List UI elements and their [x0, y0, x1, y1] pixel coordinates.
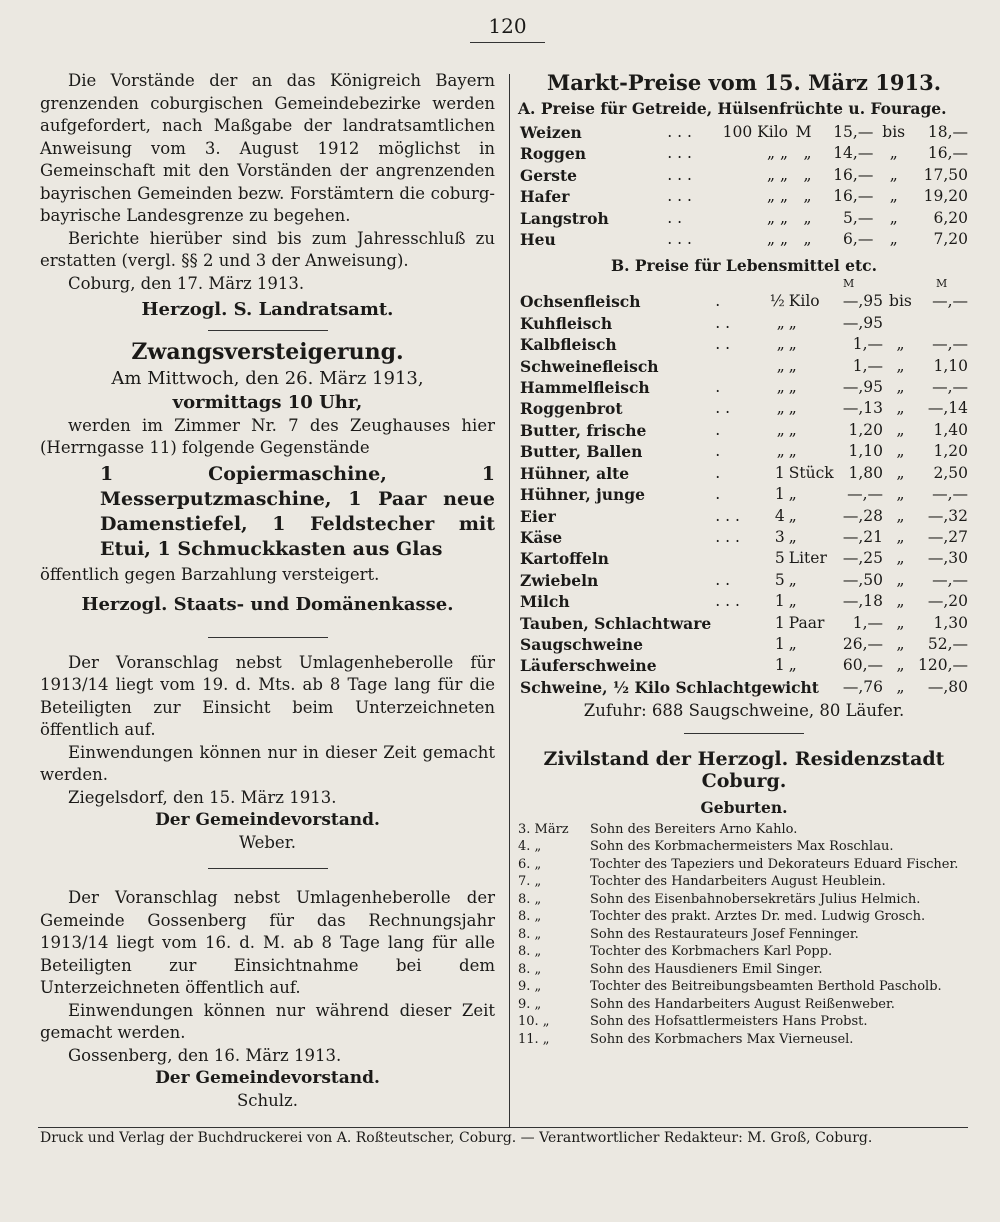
auction-notice	[40, 339, 495, 617]
range-word: „	[896, 506, 905, 525]
price-to: —,20	[927, 592, 968, 611]
price-to: 6,20	[933, 208, 968, 227]
food-quantity: 3	[774, 527, 785, 546]
row-dots: .	[715, 292, 721, 311]
section-a-heading: A. Preise für Getreide, Hülsenfrüchte u. Fourage.	[518, 99, 947, 118]
food-name: Käse	[520, 527, 563, 547]
range-word: „	[896, 485, 905, 504]
food-name: Schweine, ½ Kilo Schlachtgewicht	[520, 677, 819, 697]
price-from: 1,80	[848, 463, 883, 482]
food-name: Hühner, alte	[520, 463, 630, 483]
row-dots	[713, 356, 764, 377]
price-from: 15,—	[833, 123, 874, 141]
food-row	[518, 506, 970, 527]
food-row	[518, 484, 970, 505]
birth-date: 8. „	[518, 961, 542, 977]
grain-row	[518, 229, 970, 250]
notice-body: Der Voranschlag nebst Umlagenheberolle für 1913/14 liegt vom 19. d. Mts. ab 8 Tage lang für die Beteiligten zur Einsicht beim Unterzeichneten öffentlich auf.	[40, 652, 495, 739]
budget-notice-gossenberg	[40, 887, 495, 1112]
range-word: „	[896, 634, 905, 653]
row-dots: . . .	[715, 592, 740, 611]
food-name: Kalbfleisch	[520, 335, 617, 355]
food-unit: Liter	[788, 549, 827, 568]
price-to: 52,—	[927, 634, 968, 653]
food-quantity: 1	[774, 485, 785, 504]
separator	[684, 733, 804, 734]
birth-date: 8. „	[518, 926, 542, 942]
price-from: —,95	[842, 313, 883, 332]
birth-text: Sohn des Korbmachers Max Vierneusel.	[590, 1031, 854, 1047]
price-from: —,—	[847, 485, 883, 504]
birth-text: Sohn des Bereiters Arno Kahlo.	[590, 821, 798, 837]
food-unit: „	[788, 378, 797, 397]
price-from: 16,—	[833, 165, 874, 184]
notice-name: Schulz.	[236, 1090, 298, 1110]
food-unit: „	[788, 356, 797, 375]
range-word	[885, 313, 916, 334]
imprint-footer: Druck und Verlag der Buchdruckerei von A. Roßteutscher, Coburg. — Verantwortlicher Redakteur: M. Groß, Coburg.	[40, 1130, 873, 1146]
currency-mark: M	[843, 277, 855, 291]
births-list	[518, 821, 970, 1049]
notice-body-2: Einwendungen können nur in dieser Zeit gemacht werden.	[40, 742, 495, 784]
food-row	[518, 420, 970, 441]
footer-rule	[38, 1127, 968, 1128]
food-unit: Stück	[788, 463, 834, 482]
birth-date: 3. März	[518, 821, 569, 837]
row-dots: . . .	[667, 230, 692, 249]
range-word: „	[896, 420, 905, 439]
range-word: „	[896, 656, 905, 675]
grain-row	[518, 122, 970, 143]
currency-sign: „	[803, 208, 812, 227]
birth-entry	[518, 926, 970, 944]
price-to: 7,20	[933, 230, 968, 249]
price-from: —,13	[842, 399, 883, 418]
food-unit: „	[788, 506, 797, 525]
food-row	[518, 313, 970, 334]
price-to: —,—	[932, 292, 968, 311]
price-from: 1,10	[848, 442, 883, 461]
auction-closing: öffentlich gegen Barzahlung versteigert.	[40, 564, 380, 584]
food-name: Schweinefleisch	[520, 356, 659, 376]
price-to: 1,10	[933, 356, 968, 375]
food-name: Butter, Ballen	[520, 442, 643, 462]
birth-text: Sohn des Hausdieners Emil Singer.	[590, 961, 823, 977]
food-price-table	[518, 291, 970, 698]
birth-date: 8. „	[518, 909, 542, 925]
notice-place-date: Gossenberg, den 16. März 1913.	[68, 1045, 342, 1065]
food-name: Zwiebeln	[520, 570, 599, 590]
grain-row	[518, 165, 970, 186]
birth-date: 4. „	[518, 839, 542, 855]
price-from: —,18	[842, 592, 883, 611]
auction-title: Zwangsversteigerung.	[131, 338, 404, 365]
price-from: 14,—	[833, 144, 874, 163]
food-row	[518, 655, 970, 676]
food-row	[518, 570, 970, 591]
price-from: 1,—	[852, 356, 883, 375]
birth-text: Sohn des Hofsattlermeisters Hans Probst.	[590, 1014, 868, 1030]
range-word: „	[896, 335, 905, 354]
price-from: 5,—	[843, 208, 874, 227]
right-column	[518, 70, 970, 1048]
price-to: —,—	[932, 485, 968, 504]
food-name: Roggenbrot	[520, 399, 623, 419]
food-unit: „	[788, 442, 797, 461]
range-word: „	[896, 527, 905, 546]
price-to: 1,30	[933, 613, 968, 632]
price-from: —,95	[842, 378, 883, 397]
grain-price-table	[518, 122, 970, 250]
row-dots	[713, 613, 764, 634]
birth-date: 7. „	[518, 874, 542, 890]
range-word: „	[896, 677, 905, 696]
birth-text: Tochter des Tapeziers und Dekorateurs Eduard Fischer.	[590, 856, 959, 872]
price-from: —,95	[842, 292, 883, 311]
birth-text: Sohn des Korbmachermeisters Max Roschlau.	[590, 839, 894, 855]
food-quantity: „	[776, 356, 785, 375]
birth-date: 8. „	[518, 891, 542, 907]
price-from: —,50	[842, 570, 883, 589]
range-word: bis	[889, 292, 912, 311]
price-to: 16,—	[927, 144, 968, 163]
price-from: 16,—	[833, 187, 874, 206]
civil-registry-title: Zivilstand der Herzogl. Residenzstadt Coburg.	[543, 747, 945, 792]
range-word: „	[896, 463, 905, 482]
auction-items: 1 Copiermaschine, 1 Messerputzmaschine, 1 Paar neue Damenstiefel, 1 Feldstecher mit Etui, 1 Schmuckkasten aus Glas	[100, 462, 495, 560]
food-name: Läuferschweine	[520, 656, 657, 676]
page-number-rule	[470, 42, 545, 43]
birth-entry	[518, 978, 970, 996]
separator	[208, 637, 328, 638]
food-quantity: „	[776, 399, 785, 418]
currency-header	[518, 279, 970, 291]
food-name: Ochsenfleisch	[520, 292, 641, 312]
food-row	[518, 398, 970, 419]
births-heading: Geburten.	[700, 797, 788, 817]
grain-unit: „ „	[766, 144, 788, 163]
food-row	[518, 591, 970, 612]
budget-notice-ziegelsdorf	[40, 652, 495, 855]
food-quantity: „	[776, 442, 785, 461]
birth-entry	[518, 1031, 970, 1049]
food-unit: „	[788, 527, 797, 546]
birth-entry	[518, 1013, 970, 1031]
birth-text: Tochter des Handarbeiters August Heublein.	[590, 874, 886, 890]
price-to: 120,—	[917, 656, 968, 675]
column-divider	[509, 74, 510, 1128]
price-to: 18,—	[927, 123, 968, 141]
range-word: „	[896, 570, 905, 589]
auction-location: werden im Zimmer Nr. 7 des Zeughauses hier (Herrngasse 11) folgende Gegenstände	[40, 415, 495, 457]
food-row	[518, 634, 970, 655]
left-column	[40, 70, 495, 1112]
birth-entry	[518, 908, 970, 926]
row-dots: .	[715, 463, 721, 482]
food-name: Hühner, junge	[520, 485, 645, 505]
food-quantity: 5	[774, 549, 785, 568]
range-word: bis	[882, 123, 906, 141]
price-to: —,32	[927, 506, 968, 525]
grain-name: Roggen	[520, 144, 587, 164]
notice-signature: Der Gemeindevorstand.	[155, 1068, 380, 1088]
page-number: 120	[488, 14, 527, 38]
food-name: Kartoffeln	[520, 549, 609, 569]
food-quantity: „	[776, 378, 785, 397]
food-quantity: 1	[774, 463, 785, 482]
price-from: 1,20	[848, 420, 883, 439]
birth-text: Tochter des prakt. Arztes Dr. med. Ludwig Grosch.	[590, 909, 926, 925]
birth-entry	[518, 873, 970, 891]
birth-date: 10. „	[518, 1014, 550, 1030]
birth-text: Sohn des Eisenbahnobersekretärs Julius Helmich.	[590, 891, 921, 907]
price-to: 19,20	[923, 187, 968, 206]
currency-sign: „	[803, 144, 812, 163]
currency-sign: M	[795, 123, 812, 141]
birth-text: Tochter des Beitreibungsbeamten Berthold Pascholb.	[590, 979, 942, 995]
birth-entry	[518, 996, 970, 1014]
range-word: „	[889, 165, 898, 184]
row-dots: . .	[715, 335, 731, 354]
market-prices-title: Markt-Preise vom 15. März 1913.	[546, 70, 942, 95]
row-dots: . . .	[715, 506, 740, 525]
separator	[208, 330, 328, 331]
food-name: Butter, frische	[520, 420, 647, 440]
grain-name: Hafer	[520, 187, 570, 207]
range-word: „	[896, 592, 905, 611]
food-unit: Paar	[788, 613, 825, 632]
row-dots	[713, 548, 764, 569]
birth-date: 8. „	[518, 944, 542, 960]
food-row	[518, 291, 970, 312]
price-from: —,21	[842, 527, 883, 546]
food-unit: „	[788, 592, 797, 611]
range-word: „	[889, 187, 898, 206]
range-word: „	[896, 613, 905, 632]
row-dots: . .	[715, 570, 731, 589]
row-dots	[713, 634, 764, 655]
food-name: Eier	[520, 506, 556, 526]
food-unit: „	[788, 420, 797, 439]
grain-row	[518, 208, 970, 229]
food-quantity: „	[776, 335, 785, 354]
birth-date: 6. „	[518, 856, 542, 872]
row-dots: .	[715, 378, 721, 397]
food-row	[518, 334, 970, 355]
row-dots: . .	[667, 208, 683, 227]
supply-line: Zufuhr: 688 Saugschweine, 80 Läufer.	[583, 701, 905, 721]
currency-sign: „	[803, 165, 812, 184]
range-word: „	[896, 378, 905, 397]
birth-entry	[518, 838, 970, 856]
grain-row	[518, 186, 970, 207]
currency-sign: „	[803, 187, 812, 206]
birth-entry	[518, 856, 970, 874]
auction-time: vormittags 10 Uhr,	[172, 391, 363, 413]
price-to: —,—	[932, 378, 968, 397]
row-dots: . .	[715, 399, 731, 418]
notice-body-2: Berichte hierüber sind bis zum Jahresschluß zu erstatten (vergl. §§ 2 und 3 der Anweisung).	[40, 228, 495, 270]
food-quantity: 4	[774, 506, 785, 525]
grain-name: Weizen	[520, 123, 582, 142]
range-word: „	[896, 442, 905, 461]
grain-name: Gerste	[520, 165, 578, 185]
range-word: „	[889, 208, 898, 227]
birth-text: Tochter des Korbmachers Karl Popp.	[590, 944, 833, 960]
food-unit: „	[788, 656, 797, 675]
food-unit: „	[788, 570, 797, 589]
food-quantity: 1	[774, 592, 785, 611]
price-from: —,28	[842, 506, 883, 525]
food-name: Tauben, Schlachtware	[520, 613, 712, 633]
grain-unit: „ „	[766, 165, 788, 184]
grain-unit: 100 Kilo	[722, 123, 788, 141]
birth-entry	[518, 943, 970, 961]
price-to: —,14	[927, 399, 968, 418]
separator	[208, 868, 328, 869]
food-quantity: „	[776, 420, 785, 439]
notice-name: Weber.	[238, 832, 297, 852]
range-word: „	[889, 230, 898, 249]
food-quantity: „	[776, 313, 785, 332]
food-quantity: 1	[774, 656, 785, 675]
price-to: 17,50	[923, 165, 968, 184]
food-unit: Kilo	[788, 292, 820, 311]
notice-place-date: Ziegelsdorf, den 15. März 1913.	[68, 787, 337, 807]
row-dots: . .	[715, 313, 731, 332]
grain-name: Heu	[520, 230, 556, 250]
price-from: —,76	[842, 677, 883, 696]
notice-body: Der Voranschlag nebst Umlagenheberolle der Gemeinde Gossenberg für das Rechnungsjahr 1913/14 liegt vom 16. d. M. ab 8 Tage lang für alle Beteiligten zur Einsichtnahme bei dem Unterzeichneten öffentlich auf.	[40, 888, 495, 997]
price-from: 1,—	[852, 613, 883, 632]
grain-row	[518, 143, 970, 164]
row-dots	[713, 655, 764, 676]
range-word: „	[889, 144, 898, 163]
birth-date: 11. „	[518, 1031, 550, 1047]
food-name: Milch	[520, 592, 570, 612]
price-from: 1,—	[852, 335, 883, 354]
food-row	[518, 377, 970, 398]
row-dots: . . .	[667, 187, 692, 206]
price-from: 26,—	[842, 634, 883, 653]
price-to: —,—	[932, 335, 968, 354]
price-to: 1,20	[933, 442, 968, 461]
price-from: —,25	[842, 549, 883, 568]
birth-text: Sohn des Handarbeiters August Reißenweber.	[590, 996, 895, 1012]
row-dots: .	[715, 442, 721, 461]
grain-unit: „ „	[766, 230, 788, 249]
food-quantity: 5	[774, 570, 785, 589]
currency-sign: „	[803, 230, 812, 249]
food-unit: „	[788, 399, 797, 418]
birth-text: Sohn des Restaurateurs Josef Fenninger.	[590, 926, 859, 942]
notice-body-2: Einwendungen können nur während dieser Zeit gemacht werden.	[40, 1000, 495, 1042]
price-to: 1,40	[933, 420, 968, 439]
row-dots: .	[715, 485, 721, 504]
food-unit: „	[788, 335, 797, 354]
currency-mark: M	[936, 277, 948, 291]
section-b-heading: B. Preise für Lebensmittel etc.	[610, 256, 877, 276]
food-quantity: 1	[774, 634, 785, 653]
grain-name: Langstroh	[520, 208, 609, 228]
row-dots: . . .	[667, 144, 692, 163]
price-from: 6,—	[843, 230, 874, 249]
range-word: „	[896, 549, 905, 568]
price-to: —,30	[927, 549, 968, 568]
food-unit: „	[788, 485, 797, 504]
food-row	[518, 463, 970, 484]
price-to	[916, 313, 970, 334]
row-dots: . . .	[667, 123, 692, 141]
birth-entry	[518, 821, 970, 839]
row-dots: .	[715, 420, 721, 439]
food-quantity: 1	[774, 613, 785, 632]
price-to: 2,50	[933, 463, 968, 482]
food-row	[518, 441, 970, 462]
row-dots: . . .	[715, 527, 740, 546]
food-row	[518, 677, 970, 698]
birth-date: 9. „	[518, 996, 542, 1012]
birth-entry	[518, 891, 970, 909]
range-word: „	[896, 399, 905, 418]
food-quantity: ½	[769, 292, 785, 311]
food-row	[518, 548, 970, 569]
row-dots: . . .	[667, 165, 692, 184]
grain-unit: „ „	[766, 208, 788, 227]
notice-body: Die Vorstände der an das Königreich Bayern grenzenden coburgischen Gemeindebezirke werden aufgefordert, nach Maßgabe der landratsamtlichen Anweisung vom 3. August 1912 möglichst in Gemeinschaft mit den Vorständen der angrenzenden bayrischen Gemeinden bezw. Forstämtern die coburg-bayrische Landesgrenze zu begehen.	[40, 71, 495, 225]
price-from: 60,—	[842, 656, 883, 675]
price-to: —,27	[927, 527, 968, 546]
food-unit: „	[788, 313, 797, 332]
food-name: Hammelfleisch	[520, 378, 650, 398]
food-name: Saugschweine	[520, 634, 644, 654]
birth-date: 9. „	[518, 979, 542, 995]
food-row	[518, 527, 970, 548]
range-word: „	[896, 356, 905, 375]
auction-date: Am Mittwoch, den 26. März 1913,	[111, 367, 424, 389]
price-to: —,80	[927, 677, 968, 696]
food-name: Kuhfleisch	[520, 313, 613, 333]
auction-signature: Herzogl. Staats- und Domänenkasse.	[81, 594, 454, 615]
notice-signature: Der Gemeindevorstand.	[155, 810, 380, 830]
food-row	[518, 356, 970, 377]
notice-signature: Herzogl. S. Landratsamt.	[141, 299, 394, 320]
birth-entry	[518, 961, 970, 979]
border-inspection-notice	[40, 70, 495, 322]
grain-unit: „ „	[766, 187, 788, 206]
food-row	[518, 613, 970, 634]
price-to: —,—	[932, 570, 968, 589]
food-unit: „	[788, 634, 797, 653]
notice-place-date: Coburg, den 17. März 1913.	[68, 273, 305, 293]
